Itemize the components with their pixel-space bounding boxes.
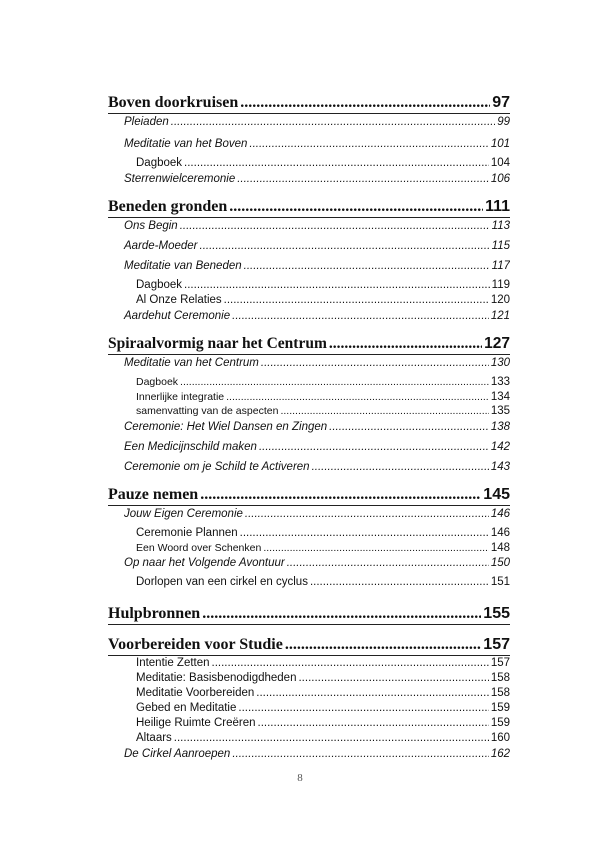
toc-entry[interactable] — [108, 506, 510, 522]
dot-leader — [224, 293, 489, 308]
dot-leader — [261, 355, 489, 371]
dot-leader — [232, 746, 488, 762]
toc-page-number: 117 — [491, 260, 510, 272]
toc-entry-title: Dagboek — [136, 279, 183, 291]
toc-entry-title: Aardehut Ceremonie — [124, 310, 231, 322]
toc-entry-title: Heilige Ruimte Creëren — [136, 717, 256, 729]
toc-subentry[interactable] — [108, 526, 510, 541]
dot-leader — [329, 419, 489, 435]
dot-leader — [287, 555, 489, 571]
toc-entry-title: Dorlopen van een cirkel en cyclus — [136, 576, 308, 588]
toc-page-number: 106 — [490, 173, 510, 185]
toc-entry-title: Ceremonie Plannen — [136, 526, 238, 539]
toc-page-number: 130 — [490, 357, 510, 369]
toc-subentry[interactable] — [108, 390, 510, 405]
toc-page-number: 127 — [484, 335, 510, 352]
dot-leader — [298, 671, 488, 686]
dot-leader — [238, 701, 488, 716]
dot-leader — [180, 218, 490, 234]
toc-page-number: 159 — [490, 702, 510, 714]
toc-entry-title: Meditatie Voorbereiden — [136, 687, 255, 699]
toc-section-title: Voorbereiden voor Studie — [108, 636, 283, 653]
toc-entry-title: samenvatting van de aspecten — [136, 405, 279, 417]
toc-entry-title: Op naar het Volgende Avontuur — [124, 557, 285, 569]
toc-entry-title: Pleiaden — [124, 116, 169, 128]
dot-leader — [249, 136, 488, 152]
dot-leader — [200, 238, 490, 254]
dot-leader — [280, 404, 488, 419]
toc-section-heading[interactable] — [108, 604, 510, 624]
toc-entry[interactable] — [108, 171, 510, 187]
toc-entry-title: Aarde-Moeder — [124, 240, 198, 252]
toc-entry-title: Intentie Zetten — [136, 657, 210, 669]
toc-section-title: Hulpbronnen — [108, 605, 201, 622]
toc-entry-title: Gebed en Meditatie — [136, 702, 237, 714]
toc-entry-title: Al Onze Relaties — [136, 294, 222, 306]
dot-leader — [312, 459, 489, 475]
dot-leader — [171, 114, 495, 130]
toc-entry[interactable] — [108, 555, 510, 571]
table-of-contents — [108, 93, 510, 762]
dot-leader — [184, 278, 490, 293]
toc-page-number: 99 — [497, 116, 510, 128]
toc-subentry[interactable] — [108, 686, 510, 701]
toc-subentry[interactable] — [108, 278, 510, 293]
toc-page-number: 143 — [490, 460, 510, 473]
dot-leader — [245, 506, 489, 522]
toc-section-title: Pauze nemen — [108, 485, 199, 503]
dot-leader — [237, 171, 489, 187]
toc-subentry[interactable] — [108, 716, 510, 731]
toc-page-number: 157 — [490, 657, 510, 669]
toc-entry[interactable] — [108, 459, 510, 475]
toc-entry-title: Ceremonie om je Schild te Activeren — [124, 460, 310, 473]
toc-entry-title: Innerlijke integratie — [136, 390, 225, 403]
toc-entry[interactable] — [108, 238, 510, 254]
toc-page-number: 121 — [490, 310, 510, 322]
dot-leader — [184, 156, 489, 171]
toc-page-number: 159 — [490, 717, 510, 729]
toc-entry-title: Dagboek — [136, 376, 179, 388]
toc-page-number: 134 — [490, 390, 510, 403]
toc-page-number: 135 — [490, 405, 510, 417]
toc-page-number: 151 — [490, 576, 510, 588]
dot-leader — [226, 390, 489, 405]
toc-entry[interactable] — [108, 439, 510, 455]
toc-entry[interactable] — [108, 746, 510, 762]
dot-leader — [229, 197, 483, 217]
toc-entry-title: Een Woord over Schenken — [136, 541, 262, 554]
toc-section-title: Beneden gronden — [108, 198, 228, 215]
dot-leader — [259, 439, 489, 455]
dot-leader — [200, 485, 481, 505]
toc-subentry[interactable] — [108, 404, 510, 419]
toc-entry[interactable] — [108, 258, 510, 274]
toc-entry[interactable] — [108, 136, 510, 152]
toc-entry-title: Meditatie van Beneden — [124, 260, 242, 272]
dot-leader — [174, 731, 489, 746]
toc-section-heading[interactable] — [108, 197, 510, 217]
toc-entry[interactable] — [108, 218, 510, 234]
toc-page-number: 160 — [490, 732, 510, 744]
toc-entry[interactable] — [108, 419, 510, 435]
toc-entry-title: Meditatie van het Centrum — [124, 357, 259, 369]
toc-entry[interactable] — [108, 114, 510, 130]
toc-subentry[interactable] — [108, 731, 510, 746]
dot-leader — [285, 635, 481, 655]
toc-entry-title: Meditatie: Basisbenodigdheden — [136, 672, 297, 684]
toc-page-number: 104 — [490, 157, 510, 169]
dot-leader — [212, 656, 489, 671]
toc-page-number: 145 — [483, 485, 510, 503]
toc-subentry[interactable] — [108, 701, 510, 716]
toc-subentry[interactable] — [108, 656, 510, 671]
toc-page-number: 148 — [490, 541, 510, 554]
toc-section-heading[interactable] — [108, 334, 510, 354]
toc-page-number: 138 — [490, 420, 510, 433]
dot-leader — [180, 375, 489, 390]
toc-page-number: 142 — [490, 440, 510, 453]
toc-subentry[interactable] — [108, 156, 510, 171]
toc-entry-title: Sterrenwielceremonie — [124, 173, 236, 185]
toc-page-number: 146 — [490, 526, 510, 539]
page-number: 8 — [297, 772, 303, 784]
dot-leader — [240, 93, 490, 113]
dot-leader — [329, 334, 482, 354]
dot-leader — [240, 526, 489, 541]
toc-entry-title: Ons Begin — [124, 220, 178, 232]
toc-page-number: 101 — [490, 138, 510, 150]
toc-entry-title: Ceremonie: Het Wiel Dansen en Zingen — [124, 420, 328, 433]
toc-entry-title: Altaars — [136, 732, 172, 744]
dot-leader — [263, 541, 489, 556]
toc-page-number: 158 — [490, 687, 510, 699]
toc-entry-title: Meditatie van het Boven — [124, 138, 248, 150]
toc-subentry[interactable] — [108, 541, 510, 556]
toc-page-number: 157 — [483, 636, 510, 653]
toc-page-number: 119 — [491, 279, 510, 291]
toc-section-heading[interactable] — [108, 93, 510, 113]
toc-page-number: 120 — [490, 294, 510, 306]
toc-page-number: 115 — [491, 240, 510, 252]
toc-subentry[interactable] — [108, 293, 510, 308]
toc-entry-title: Een Medicijnschild maken — [124, 440, 257, 453]
toc-page-number: 150 — [490, 557, 510, 569]
toc-section-title: Spiraalvormig naar het Centrum — [108, 335, 327, 352]
toc-section-heading[interactable] — [108, 635, 510, 655]
toc-subentry[interactable] — [108, 575, 510, 590]
dot-leader — [258, 716, 489, 731]
toc-entry-title: Jouw Eigen Ceremonie — [124, 507, 243, 520]
toc-section-title: Boven doorkruisen — [108, 94, 239, 111]
toc-page-number: 111 — [485, 198, 510, 215]
dot-leader — [244, 258, 490, 274]
toc-entry-title: De Cirkel Aanroepen — [124, 748, 231, 760]
dot-leader — [202, 604, 481, 624]
toc-subentry[interactable] — [108, 671, 510, 686]
toc-page-number: 133 — [490, 376, 510, 388]
dot-leader — [232, 308, 489, 324]
toc-entry[interactable] — [108, 355, 510, 371]
toc-entry[interactable] — [108, 308, 510, 324]
toc-page-number: 158 — [490, 672, 510, 684]
toc-page-number: 113 — [491, 220, 510, 232]
toc-page-number: 97 — [492, 94, 510, 111]
toc-page-number: 162 — [490, 748, 510, 760]
toc-page-number: 155 — [483, 605, 510, 622]
toc-section-heading[interactable] — [108, 485, 510, 505]
toc-subentry[interactable] — [108, 375, 510, 390]
dot-leader — [310, 575, 489, 590]
toc-entry-title: Dagboek — [136, 157, 183, 169]
toc-page-number: 146 — [490, 507, 510, 520]
dot-leader — [256, 686, 489, 701]
